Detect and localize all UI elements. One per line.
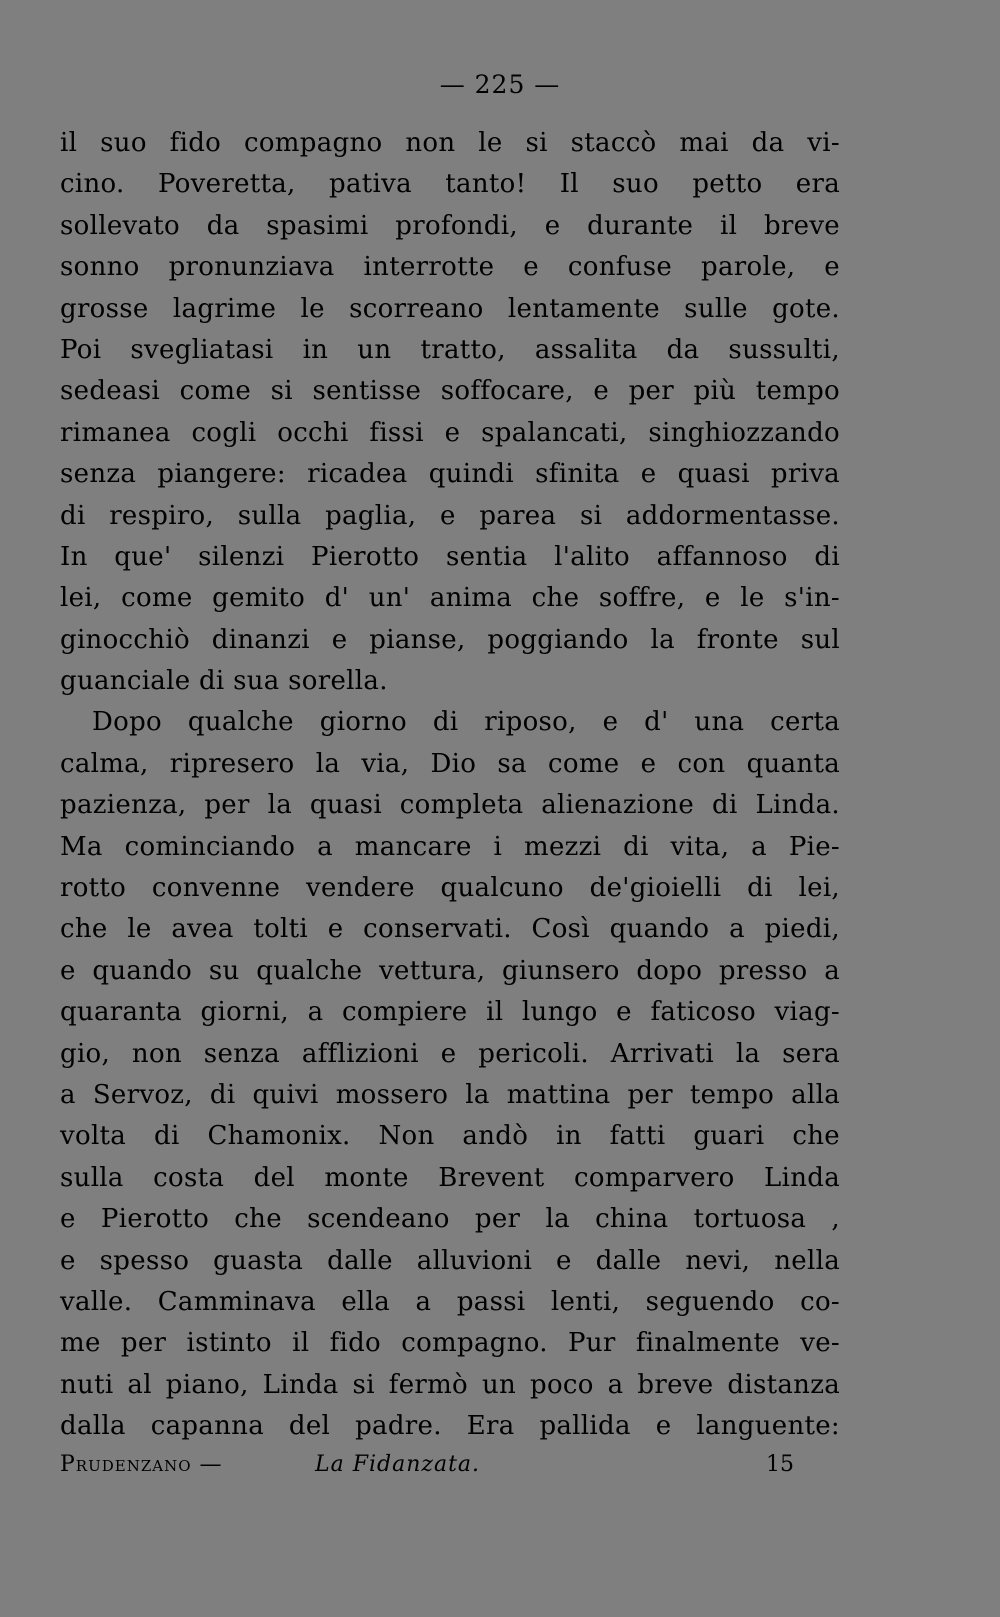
body-text [60, 123, 840, 1448]
text-line: e Pierotto che scendeano per la china tortuosa , [60, 1204, 840, 1235]
text-line: gio, non senza afflizioni e pericoli. Arrivati la sera [60, 1038, 840, 1069]
text-line: me per istinto il fido compagno. Pur finalmente ve- [60, 1328, 840, 1359]
page-number: — 225 — [439, 70, 561, 99]
text-line: che le avea tolti e conservati. Così quando a piedi, [60, 914, 840, 945]
text-line: lei, come gemito d' un' anima che soffre, e le s'in- [60, 583, 840, 614]
text-line: rotto convenne vendere qualcuno de'gioielli di lei, [60, 873, 840, 904]
text-line: e spesso guasta dalle alluvioni e dalle nevi, nella [60, 1245, 840, 1276]
text-line: quaranta giorni, a compiere il lungo e faticoso viag- [60, 997, 840, 1028]
page-footer [60, 1450, 794, 1480]
text-line: sollevato da spasimi profondi, e durante il breve [60, 210, 840, 241]
text-line: Ma cominciando a mancare i mezzi di vita, a Pie- [60, 831, 840, 862]
text-line: nuti al piano, Linda si fermò un poco a breve distanza [60, 1369, 840, 1400]
footer-signature: 15 [766, 1452, 794, 1477]
text-line: cino. Poveretta, pativa tanto! Il suo petto era [60, 169, 840, 200]
text-line: senza piangere: ricadea quindi sfinita e quasi priva [60, 459, 840, 490]
text-line: Poi svegliatasi in un tratto, assalita da sussulti, [60, 334, 840, 365]
text-line: calma, ripresero la via, Dio sa come e con quanta [60, 748, 840, 779]
footer-author: Prudenzano — [60, 1452, 223, 1477]
text-line: sonno pronunziava interrotte e confuse parole, e [60, 252, 840, 283]
text-line: grosse lagrime le scorreano lentamente sulle gote. [60, 293, 840, 324]
text-line: valle. Camminava ella a passi lenti, seguendo co- [60, 1286, 840, 1317]
text-line: di respiro, sulla paglia, e parea si addormentasse. [60, 500, 840, 531]
text-line: rimanea cogli occhi fissi e spalancati, singhiozzando [60, 417, 840, 448]
text-line: il suo fido compagno non le si staccò mai da vi- [60, 128, 840, 158]
footer-title: La Fidanzata. [315, 1452, 481, 1477]
text-line: e quando su qualche vettura, giunsero dopo presso a [60, 955, 840, 986]
text-line: guanciale di sua sorella. [60, 666, 388, 697]
text-line: volta di Chamonix. Non andò in fatti guari che [60, 1121, 840, 1152]
text-line: In que' silenzi Pierotto sentia l'alito affannoso di [60, 541, 840, 572]
text-line: sedeasi come si sentisse soffocare, e per più tempo [60, 376, 840, 407]
text-line: sulla costa del monte Brevent comparvero Linda [60, 1162, 840, 1193]
text-line: a Servoz, di quivi mossero la mattina per tempo alla [60, 1079, 840, 1110]
text-line: ginocchiò dinanzi e pianse, poggiando la fronte sul [60, 624, 840, 655]
text-line: Dopo qualche giorno di riposo, e d' una certa [92, 707, 840, 738]
text-line: pazienza, per la quasi completa alienazione di Linda. [60, 790, 840, 821]
text-line: dalla capanna del padre. Era pallida e languente: [60, 1411, 840, 1442]
